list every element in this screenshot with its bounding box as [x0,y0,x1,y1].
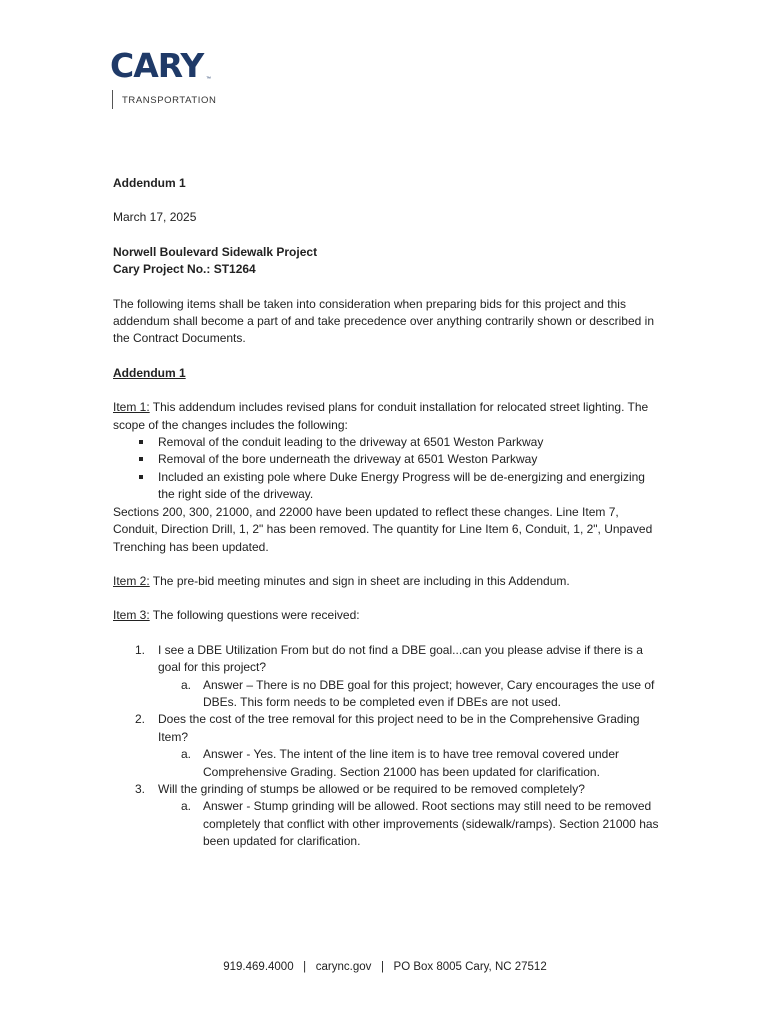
list-item: Removal of the conduit leading to the driveway at 6501 Weston Parkway [113,434,663,451]
answer-item: a. Answer – There is no DBE goal for this project; however, Cary encourages the use of DBEs. This form needs to be completed even if DBEs are not used. [181,677,655,709]
intro-paragraph: The following items shall be taken into consideration when preparing bids for this project and this addendum shall become a part of and take precedence over anything contrarily shown or described in the Contract Documents. [113,296,654,346]
addendum-title: Addendum 1 [113,176,186,190]
cary-transportation-logo [110,48,270,112]
item-2-label: Item 2: [113,573,150,588]
bullet-square-icon [139,457,143,461]
item-1 [113,399,663,434]
answer-item: a. Answer - Yes. The intent of the line item is to have tree removal covered under Comprehensive Grading. Section 21000 has been updated for clarification. [181,747,620,779]
item-2-text: The pre-bid meeting minutes and sign in sheet are including in this Addendum. [149,573,570,588]
item-1-closing: Sections 200, 300, 21000, and 22000 have been updated to reflect these changes. Line Item 7, Conduit, Direction Drill, 1, 2" has been removed. The quantity for Line Item 6, Conduit, 1, 2", Unpaved Trenching has been updated. [113,504,653,554]
document-body [113,175,663,851]
question-item: 2. Does the cost of the tree removal for this project need to be in the Comprehensive Grading Item? [135,712,640,744]
answer-item: a. Answer - Stump grinding will be allowed. Root sections may still need to be removed completely that conflict with other improvements (sidewalk/ramps). Section 21000 has been updated for clarification. [181,799,659,849]
document-date: March 17, 2025 [113,210,197,225]
bullet-square-icon [139,440,143,444]
bullet-square-icon [139,475,143,479]
logo-subtitle: TRANSPORTATION [122,95,217,106]
question-item: 3. Will the grinding of stumps be allowed or be required to be removed completely? [135,781,585,796]
project-number: Cary Project No.: ST1264 [113,262,256,277]
project-name: Norwell Boulevard Sidewalk Project [113,244,318,259]
item-3 [113,607,663,624]
page-footer: 919.469.4000 | carync.gov | PO Box 8005 Cary, NC 27512 [223,961,547,973]
item-1-label: Item 1: [113,400,150,415]
list-item: Included an existing pole where Duke Energy Progress will be de-energizing and energizing the right side of the driveway. [113,469,663,504]
logo-trademark: ™ [206,76,211,82]
logo-divider [112,90,113,109]
section-heading: Addendum 1 [113,365,186,380]
item-3-text: The following questions were received: [149,608,360,623]
question-list [113,642,663,851]
item-1-bullet-list [113,434,663,504]
item-3-label: Item 3: [113,608,150,623]
logo-wordmark: CARY [110,46,204,85]
item-2 [113,573,663,590]
question-item: 1. I see a DBE Utilization From but do not find a DBE goal...can you please advise if there is a goal for this project? [135,642,643,675]
list-item: Removal of the bore underneath the driveway at 6501 Weston Parkway [113,451,663,468]
item-1-text: This addendum includes revised plans for conduit installation for relocated street lighting. The scope of the changes includes the following: [113,400,649,432]
